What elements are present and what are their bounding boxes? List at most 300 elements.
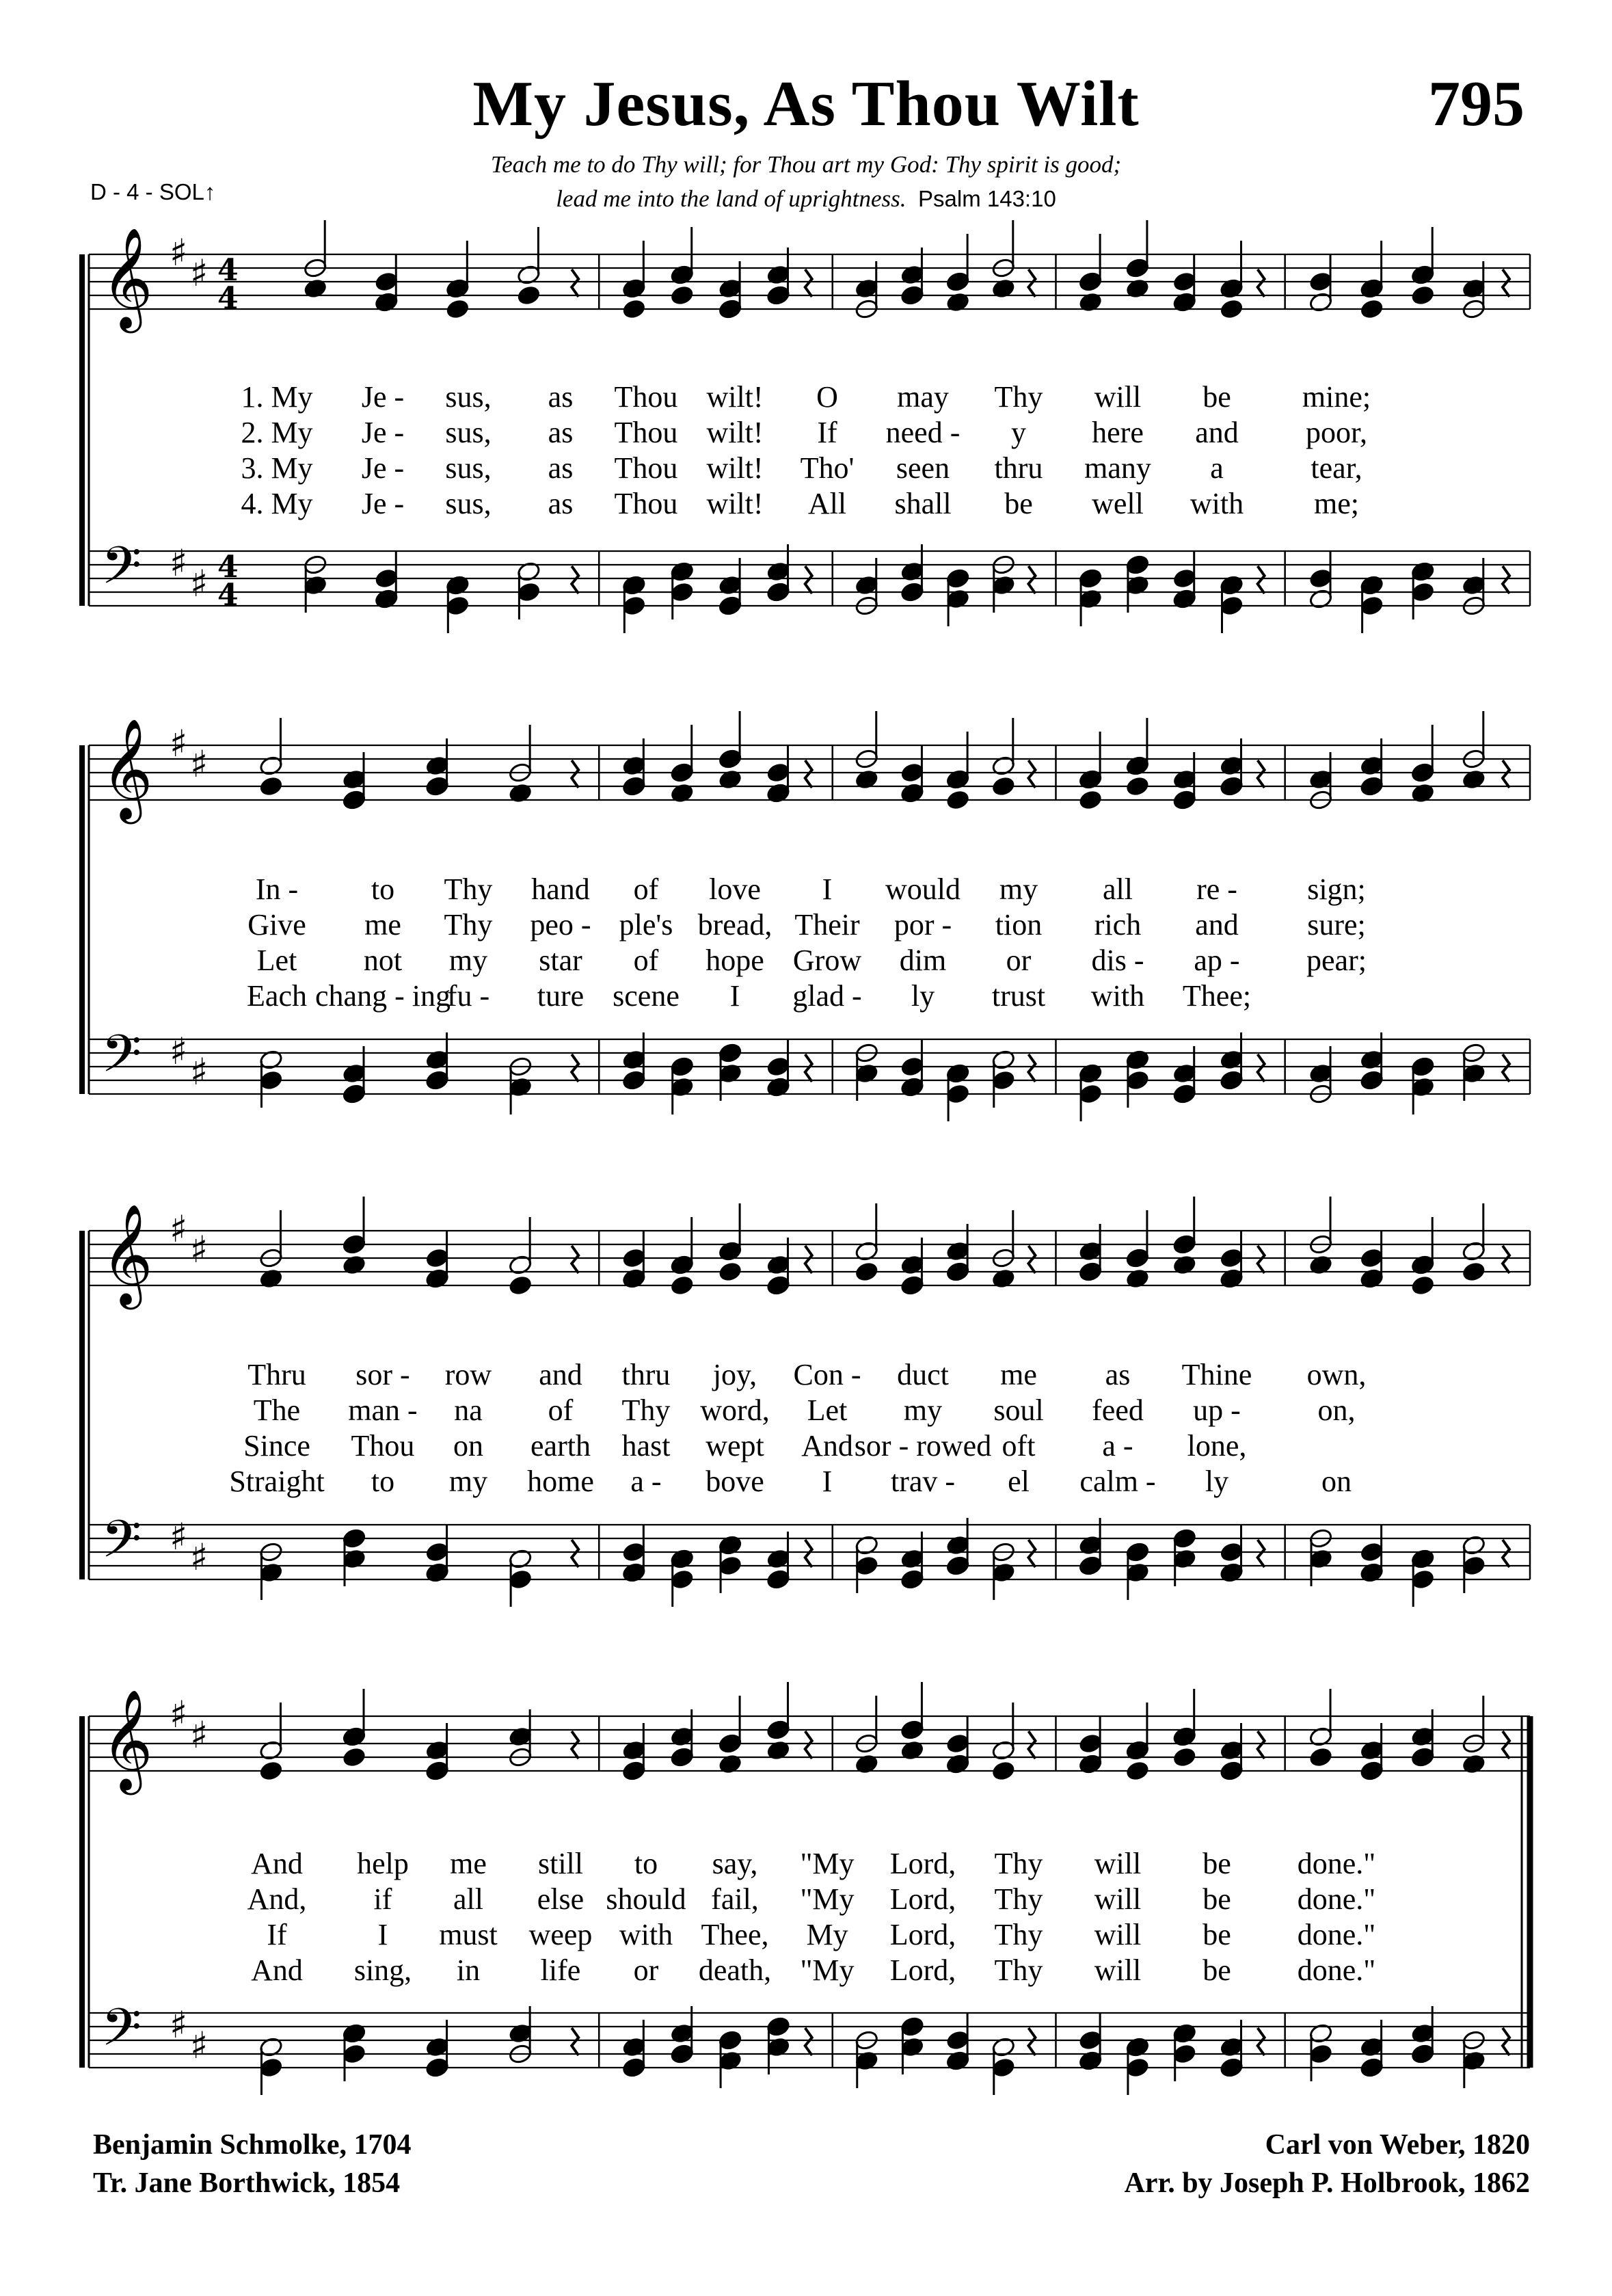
note-head: [991, 1760, 1016, 1782]
lyric-syllable: done.": [1297, 1953, 1376, 1987]
lyric-syllable: need -: [885, 416, 961, 449]
lyric-syllable: Thy: [994, 1847, 1043, 1880]
lyric-syllable: all: [453, 1882, 483, 1916]
lyric-syllable: say,: [712, 1847, 758, 1880]
note-head: [855, 1261, 879, 1283]
lyric-syllable: sign;: [1307, 872, 1366, 906]
lyric-syllable: will: [1094, 1882, 1142, 1916]
lyric-syllable: as: [548, 380, 574, 414]
lyric-syllable: all: [1103, 872, 1133, 906]
lyric-syllable: bove: [706, 1465, 764, 1498]
scripture-line-1: Teach me to do Thy will; for Thou art my God: Thy spirit is good;: [490, 151, 1122, 178]
quarter-rest: [1028, 269, 1035, 297]
quarter-rest: [1503, 760, 1509, 788]
lyric-syllable: Thee;: [1182, 979, 1252, 1013]
key-marker: D - 4 - SOL↑: [90, 179, 216, 204]
quarter-rest: [805, 1540, 812, 1567]
lyric-syllable: calm -: [1079, 1465, 1156, 1498]
lyric-syllable: in: [456, 1953, 481, 1987]
lyric-syllable: "My: [800, 1953, 855, 1987]
quarter-rest: [1503, 2028, 1509, 2055]
key-sharp: ♯: [170, 2003, 188, 2046]
lyric-syllable: I: [822, 872, 833, 906]
lyric-line: [0, 451, 1612, 486]
quarter-rest: [1503, 566, 1509, 593]
arranger-credit: Arr. by Joseph P. Holbrook, 1862: [1124, 2167, 1530, 2199]
lyric-line: [0, 1953, 1612, 1988]
lyric-syllable: row: [444, 1358, 492, 1391]
lyric-syllable: dis -: [1091, 944, 1144, 977]
lyric-syllable: Thy: [994, 380, 1043, 414]
key-sharp: ♯: [170, 1693, 188, 1736]
lyric-syllable: word,: [700, 1393, 770, 1427]
quarter-rest: [1503, 269, 1509, 297]
lyric-syllable: joy,: [712, 1358, 757, 1391]
note-head: [945, 789, 970, 811]
quarter-rest: [1258, 760, 1265, 788]
key-sharp: ♯: [170, 1030, 188, 1073]
lyric-syllable: be: [1004, 487, 1033, 520]
key-sharp: ♯: [170, 1515, 188, 1558]
lyric-syllable: here: [1092, 416, 1144, 449]
lyric-syllable: me: [364, 908, 401, 942]
quarter-rest: [1028, 1540, 1035, 1567]
note-head: [508, 1274, 533, 1296]
lyric-syllable: with: [1090, 979, 1145, 1013]
note-head: [670, 284, 695, 306]
quarter-rest: [1258, 1731, 1265, 1759]
lyric-line: [0, 1464, 1612, 1499]
lyric-syllable: Thine: [1181, 1358, 1252, 1391]
lyric-syllable: Thee,: [701, 1918, 769, 1951]
lyric-syllable: Lord,: [889, 1918, 956, 1951]
quarter-rest: [1258, 269, 1265, 297]
lyric-syllable: me;: [1314, 487, 1359, 520]
lyric-syllable: of: [548, 1393, 574, 1427]
key-sharp: ♯: [190, 562, 209, 605]
lyric-syllable: be: [1203, 1918, 1231, 1951]
lyric-syllable: duct: [897, 1358, 949, 1391]
lyric-syllable: be: [1203, 1953, 1231, 1987]
lyric-syllable: star: [539, 944, 582, 977]
lyric-syllable: na: [454, 1393, 483, 1427]
lyric-syllable: own,: [1306, 1358, 1367, 1391]
lyric-syllable: will: [1094, 1953, 1142, 1987]
lyric-syllable: as: [1105, 1358, 1131, 1391]
quarter-rest: [1258, 1540, 1265, 1567]
lyric-syllable: dim: [899, 944, 947, 977]
lyric-syllable: or: [1006, 944, 1032, 977]
lyric-syllable: on: [453, 1429, 483, 1463]
lyric-syllable: me: [1000, 1358, 1037, 1391]
lyric-line: [0, 1846, 1612, 1882]
quarter-rest: [805, 269, 812, 297]
lyric-line: [0, 978, 1612, 1014]
lyric-syllable: Since: [243, 1429, 310, 1463]
lyric-syllable: must: [439, 1918, 498, 1951]
lyric-syllable: Let: [807, 1393, 848, 1427]
lyric-syllable: Thou: [614, 380, 678, 414]
lyric-syllable: Straight: [229, 1465, 325, 1498]
lyric-line: [0, 943, 1612, 978]
quarter-rest: [572, 1246, 578, 1273]
note-head: [516, 284, 541, 306]
lyric-syllable: and: [539, 1358, 582, 1391]
lyric-syllable: In -: [255, 872, 299, 906]
lyric-syllable: help: [357, 1847, 409, 1880]
lyric-syllable: sus,: [445, 416, 492, 449]
note-head: [991, 775, 1016, 797]
lyric-syllable: All: [807, 487, 847, 520]
lyric-syllable: as: [548, 416, 574, 449]
note-head: [1219, 298, 1244, 320]
lyric-syllable: shall: [894, 487, 952, 520]
translator-credit: Tr. Jane Borthwick, 1854: [93, 2167, 401, 2199]
lyric-syllable: Thou: [351, 1429, 415, 1463]
quarter-rest: [1503, 1054, 1509, 1082]
lyric-syllable: And: [251, 1953, 303, 1987]
lyric-syllable: else: [537, 1882, 585, 1916]
lyric-line: [0, 1357, 1612, 1393]
quarter-rest: [1258, 566, 1265, 593]
lyric-syllable: wilt!: [706, 380, 764, 414]
lyric-syllable: chang - ing: [315, 979, 451, 1013]
hymn-title: My Jesus, As Thou Wilt: [472, 68, 1140, 139]
quarter-rest: [572, 1054, 578, 1082]
lyric-syllable: sor - rowed: [854, 1429, 992, 1463]
lyric-syllable: trav -: [890, 1465, 956, 1498]
quarter-rest: [805, 1054, 812, 1082]
note-head: [1360, 298, 1384, 320]
quarter-rest: [1028, 1054, 1035, 1082]
note-head: [1172, 1746, 1197, 1768]
lyric-syllable: pear;: [1306, 944, 1367, 977]
lyric-line: [0, 1917, 1612, 1953]
lyric-syllable: soul: [993, 1393, 1044, 1427]
key-sharp: ♯: [170, 722, 188, 765]
lyric-line: [0, 1882, 1612, 1917]
note-head: [1125, 1760, 1150, 1782]
lyric-syllable: and: [1195, 416, 1239, 449]
treble-clef: 𝄞: [101, 1689, 153, 1791]
lyric-syllable: I: [377, 1918, 388, 1951]
lyric-syllable: and: [1195, 908, 1239, 942]
lyric-syllable: well: [1092, 487, 1144, 520]
lyric-syllable: as: [548, 487, 574, 520]
lyric-line: [0, 415, 1612, 451]
lyric-syllable: Lord,: [889, 1882, 956, 1916]
lyric-syllable: weep: [528, 1918, 593, 1951]
bass-clef: 𝄢: [101, 535, 142, 609]
lyric-syllable: hand: [531, 872, 590, 906]
lyric-line: [0, 1428, 1612, 1464]
lyric-syllable: And,: [247, 1882, 307, 1916]
lyric-line: [0, 907, 1612, 943]
key-sharp: ♯: [170, 231, 188, 274]
lyric-syllable: Thou: [614, 487, 678, 520]
lyric-syllable: to: [634, 1847, 658, 1880]
quarter-rest: [1028, 1246, 1035, 1273]
lyric-syllable: Let: [256, 944, 297, 977]
lyric-syllable: life: [540, 1953, 581, 1987]
lyric-syllable: If: [817, 416, 837, 449]
lyric-syllable: y: [1011, 416, 1026, 449]
quarter-rest: [805, 1731, 812, 1759]
lyric-line: [0, 379, 1612, 415]
lyric-syllable: oft: [1002, 1429, 1036, 1463]
lyric-syllable: Tho': [800, 451, 855, 485]
key-sharp: ♯: [190, 1713, 209, 1757]
lyric-syllable: seen: [896, 451, 950, 485]
lyric-syllable: If: [267, 1918, 287, 1951]
quarter-rest: [1028, 760, 1035, 788]
lyric-syllable: should: [606, 1882, 686, 1916]
lyric-syllable: as: [548, 451, 574, 485]
hymn-number: 795: [1428, 68, 1524, 139]
lyric-syllable: sure;: [1307, 908, 1366, 942]
lyric-syllable: Thy: [994, 1918, 1043, 1951]
lyric-syllable: poor,: [1306, 416, 1367, 449]
lyric-syllable: be: [1203, 1847, 1231, 1880]
bass-clef: 𝄢: [101, 1997, 142, 2070]
lyric-syllable: up -: [1193, 1393, 1241, 1427]
lyric-syllable: on,: [1317, 1393, 1356, 1427]
lyric-syllable: re -: [1196, 872, 1237, 906]
quarter-rest: [572, 760, 578, 788]
lyric-syllable: to: [371, 872, 395, 906]
lyric-syllable: bread,: [697, 908, 773, 942]
quarter-rest: [1258, 1054, 1265, 1082]
lyric-syllable: ly: [911, 979, 935, 1013]
time-signature-bottom: 4: [217, 281, 239, 316]
quarter-rest: [1258, 2028, 1265, 2055]
quarter-rest: [805, 1246, 812, 1273]
lyric-syllable: will: [1094, 1847, 1142, 1880]
quarter-rest: [1028, 1731, 1035, 1759]
quarter-rest: [805, 566, 812, 593]
lyric-syllable: rich: [1094, 908, 1142, 942]
quarter-rest: [572, 269, 578, 297]
note-head: [670, 1274, 695, 1296]
lyric-syllable: home: [527, 1465, 594, 1498]
lyric-syllable: wilt!: [706, 487, 764, 520]
lyric-syllable: Thou: [614, 416, 678, 449]
lyric-syllable: sing,: [353, 1953, 412, 1987]
lyric-syllable: 4. My: [241, 487, 313, 520]
lyric-syllable: 3. My: [241, 451, 313, 485]
note-head: [1462, 1261, 1486, 1283]
lyric-syllable: tear,: [1311, 451, 1362, 485]
lyric-syllable: And: [801, 1429, 853, 1463]
lyric-syllable: my: [903, 1393, 943, 1427]
lyric-line: [0, 1393, 1612, 1428]
lyric-syllable: Their: [794, 908, 860, 942]
lyric-syllable: Give: [247, 908, 306, 942]
composer-credit: Carl von Weber, 1820: [1265, 2129, 1530, 2161]
lyric-syllable: Thy: [994, 1953, 1043, 1987]
time-signature-bottom: 4: [217, 578, 239, 613]
lyric-syllable: a: [1210, 451, 1224, 485]
lyric-syllable: Grow: [792, 944, 862, 977]
lyric-syllable: Lord,: [889, 1953, 956, 1987]
lyric-syllable: thru: [621, 1358, 671, 1391]
quarter-rest: [1258, 1246, 1265, 1273]
key-sharp: ♯: [190, 252, 209, 295]
lyric-syllable: lone,: [1187, 1429, 1247, 1463]
lyric-syllable: sor -: [355, 1358, 410, 1391]
lyric-syllable: if: [373, 1882, 392, 1916]
lyric-syllable: Je -: [361, 380, 405, 414]
key-sharp: ♯: [170, 542, 188, 585]
lyric-syllable: with: [1190, 487, 1244, 520]
scripture-text: lead me into the land of uprightness.: [556, 185, 906, 212]
lyric-syllable: wilt!: [706, 451, 764, 485]
lyric-syllable: my: [448, 944, 488, 977]
lyric-syllable: Je -: [361, 451, 405, 485]
lyric-syllable: my: [448, 1465, 488, 1498]
lyric-syllable: "My: [800, 1882, 855, 1916]
quarter-rest: [572, 1731, 578, 1759]
lyric-syllable: of: [633, 872, 659, 906]
time-signature-top: 4: [217, 253, 239, 288]
lyric-syllable: peo -: [530, 908, 591, 942]
quarter-rest: [572, 2028, 578, 2055]
key-sharp: ♯: [190, 2024, 209, 2067]
key-sharp: ♯: [190, 1536, 209, 1579]
lyric-syllable: tion: [995, 908, 1043, 942]
lyric-syllable: a -: [630, 1465, 662, 1498]
lyric-syllable: And: [251, 1847, 303, 1880]
lyric-syllable: Thy: [444, 908, 493, 942]
lyric-syllable: feed: [1092, 1393, 1144, 1427]
quarter-rest: [1503, 1246, 1509, 1273]
quarter-rest: [805, 2028, 812, 2055]
lyric-syllable: death,: [698, 1953, 772, 1987]
lyric-syllable: Each: [247, 979, 307, 1013]
quarter-rest: [572, 1540, 578, 1567]
note-head: [258, 1760, 283, 1782]
quarter-rest: [1028, 2028, 1035, 2055]
lyric-syllable: Con -: [793, 1358, 861, 1391]
lyric-syllable: would: [885, 872, 961, 906]
lyric-syllable: earth: [530, 1429, 591, 1463]
lyric-syllable: el: [1008, 1465, 1030, 1498]
note-head: [718, 1261, 742, 1283]
key-sharp: ♯: [190, 1050, 209, 1093]
quarter-rest: [1503, 1731, 1509, 1759]
lyric-syllable: may: [897, 380, 949, 414]
lyric-syllable: my: [999, 872, 1038, 906]
lyric-syllable: O: [816, 380, 838, 414]
time-signature-top: 4: [217, 550, 239, 585]
lyric-syllable: mine;: [1302, 380, 1371, 414]
lyric-syllable: Je -: [361, 416, 405, 449]
quarter-rest: [805, 760, 812, 788]
lyric-syllable: Thy: [621, 1393, 671, 1427]
treble-clef: 𝄞: [101, 1203, 153, 1305]
note-head: [1308, 1746, 1333, 1768]
lyric-syllable: Thy: [444, 872, 493, 906]
lyric-syllable: por -: [894, 908, 952, 942]
lyric-syllable: fail,: [711, 1882, 759, 1916]
lyric-line: [0, 486, 1612, 522]
note-head: [621, 298, 646, 320]
lyric-syllable: me: [450, 1847, 487, 1880]
lyric-syllable: be: [1203, 380, 1231, 414]
quarter-rest: [1028, 566, 1035, 593]
note-head: [342, 1746, 366, 1768]
lyric-syllable: many: [1084, 451, 1151, 485]
lyric-syllable: ture: [537, 979, 585, 1013]
lyric-syllable: wilt!: [706, 416, 764, 449]
quarter-rest: [1503, 1540, 1509, 1567]
lyric-syllable: still: [537, 1847, 584, 1880]
lyric-syllable: Lord,: [889, 1847, 956, 1880]
lyric-syllable: My: [806, 1918, 848, 1951]
lyric-syllable: 1. My: [241, 380, 313, 414]
lyric-syllable: glad -: [792, 979, 862, 1013]
lyric-syllable: Thou: [614, 451, 678, 485]
key-sharp: ♯: [170, 1207, 188, 1251]
lyric-syllable: scene: [613, 979, 680, 1013]
lyric-syllable: done.": [1297, 1847, 1376, 1880]
lyric-syllable: Je -: [361, 487, 405, 520]
lyric-syllable: hast: [621, 1429, 671, 1463]
lyric-syllable: with: [619, 1918, 673, 1951]
lyric-syllable: not: [363, 944, 403, 977]
lyric-syllable: done.": [1297, 1882, 1376, 1916]
key-sharp: ♯: [190, 743, 209, 786]
quarter-rest: [572, 566, 578, 593]
lyric-syllable: "My: [800, 1847, 855, 1880]
lyric-syllable: of: [633, 944, 659, 977]
lyric-syllable: Thru: [247, 1358, 306, 1391]
author-credit: Benjamin Schmolke, 1704: [93, 2129, 412, 2161]
lyric-syllable: to: [371, 1465, 395, 1498]
lyric-syllable: sus,: [445, 380, 492, 414]
lyric-syllable: fu -: [446, 979, 490, 1013]
lyric-syllable: sus,: [445, 487, 492, 520]
note-head: [258, 775, 283, 797]
note-head: [1078, 789, 1103, 811]
lyric-syllable: will: [1094, 380, 1142, 414]
lyric-syllable: I: [822, 1465, 833, 1498]
lyric-syllable: The: [253, 1393, 301, 1427]
lyric-syllable: thru: [994, 451, 1043, 485]
lyric-line: [0, 872, 1612, 907]
lyric-syllable: man -: [348, 1393, 418, 1427]
lyric-syllable: or: [633, 1953, 659, 1987]
lyric-syllable: hope: [706, 944, 764, 977]
lyric-syllable: I: [729, 979, 740, 1013]
lyric-syllable: will: [1094, 1918, 1142, 1951]
note-head: [1410, 284, 1435, 306]
lyric-syllable: love: [709, 872, 761, 906]
bass-clef: 𝄢: [101, 1024, 142, 1097]
lyric-syllable: ap -: [1194, 944, 1240, 977]
lyric-syllable: Thy: [994, 1882, 1043, 1916]
treble-clef: 𝄞: [101, 718, 153, 820]
lyric-syllable: sus,: [445, 451, 492, 485]
note-head: [1125, 775, 1150, 797]
bass-clef: 𝄢: [101, 1509, 142, 1582]
lyric-syllable: be: [1203, 1882, 1231, 1916]
lyric-syllable: ple's: [619, 908, 673, 942]
scripture-reference: Psalm 143:10: [918, 186, 1056, 211]
lyric-syllable: ly: [1205, 1465, 1229, 1498]
treble-clef: 𝄞: [101, 227, 153, 329]
lyric-syllable: 2. My: [241, 416, 313, 449]
